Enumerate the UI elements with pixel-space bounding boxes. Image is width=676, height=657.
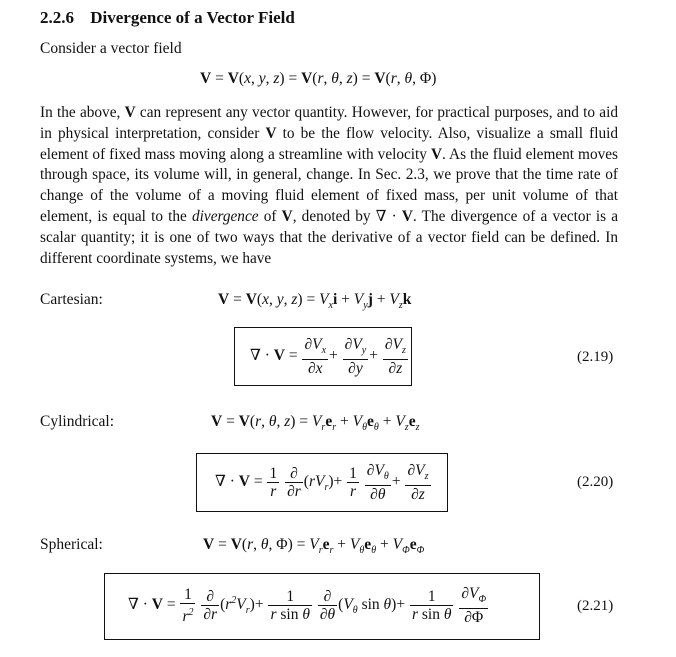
divergence-spherical: ∇ · V = $\frac{1}{r^2}$ $\frac{\partial}{\partial r}$ $(r^2V_r)+$ $\frac{1}{\text{r sin θ}}$ $\frac{\partial}{\partial\theta}$ ($V_\theta$ sin θ)+ $\frac{1}{\text{r sin θ}}$ $\frac{\partial V_\Phi}{\partial\Phi}$ (128, 585, 487, 627)
divergence-cartesian: ∇ · V = $\frac{\partial V_x}{\partial x}$ + $\frac{\partial V_y}{\partial y}$ + $\frac{\partial V_z}{\partial z}$ (250, 336, 406, 378)
equation-number-2-21: (2.21) (577, 598, 614, 614)
equation-number-2-20: (2.20) (577, 474, 614, 490)
section-number: 2.2.6 (40, 8, 74, 27)
section-title: Divergence of a Vector Field (90, 8, 295, 27)
cartesian-label: Cartesian: (40, 291, 103, 308)
cylindrical-definition: V = V(r, θ, $z) = V_re_r + V_\theta e_\theta + V_ze_z$ (211, 413, 420, 434)
spherical-label: Spherical: (40, 536, 103, 553)
cartesian-definition: V = V(x, y, $z) = V_xi + V_yj + V_zk$ (218, 291, 412, 312)
spherical-definition: V = V(r, θ, $\Phi) = V_re_r + V_\theta e_\theta + V_\Phi e_\Phi$ (203, 536, 425, 557)
body-paragraph: In the above, V can represent any vector quantity. However, for practical purposes, and to aid in physical interpretation, consider V to be the flow velocity. Also, visualize a small fluid element of fixed mass moving along a streamline with velocity V. As the fluid element moves through space, its volume will, in general, change. In Sec. 2.3, we prove that the time rate of change of the volume of a moving fluid element of fixed mass, per unit volume of that element, is equal to the divergence of V, denoted by ∇ · V. The divergence of a vector is a scalar quantity; it is one of two ways that the derivative of a vector field can be defined. In different coordinate systems, we have (40, 104, 619, 267)
cylindrical-label: Cylindrical: (40, 413, 115, 430)
equation-number-2-19: (2.19) (577, 349, 614, 365)
divergence-cylindrical: ∇ · V = $\frac{1}{r}$ $\frac{\partial}{\partial r}$ $(rV_r)+$ $\frac{1}{r}$ $\frac{\partial V_\theta}{\partial\theta}$ + $\frac{\partial V_z}{\partial z}$ (215, 462, 429, 504)
intro-text: Consider a vector field (40, 40, 182, 57)
field-equation: V = V(x, y, z) = V(r, θ, z) = V(r, θ, Φ) (200, 70, 437, 87)
section-heading (40, 8, 295, 28)
